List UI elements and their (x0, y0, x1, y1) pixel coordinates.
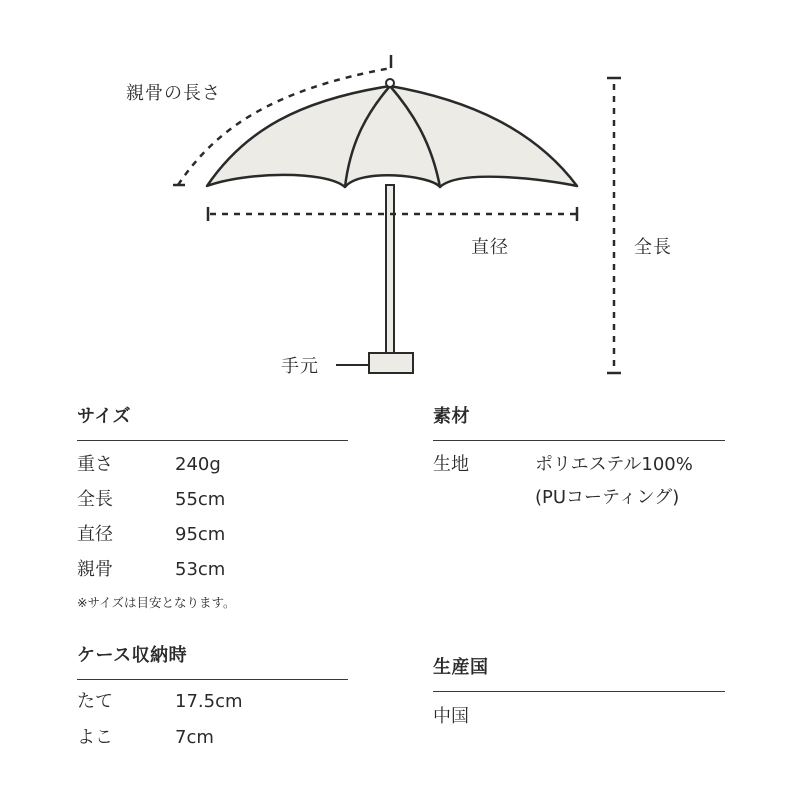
origin-divider (433, 691, 725, 692)
size-title: サイズ (77, 406, 132, 427)
material-row-fabric (433, 453, 725, 486)
spec-row-total-length (77, 488, 348, 523)
spec-label: 直径 (77, 524, 113, 545)
material-title: 素材 (433, 406, 470, 427)
size-section (77, 405, 348, 593)
origin-value: 中国 (433, 706, 469, 727)
umbrella-top-knob (386, 79, 394, 87)
spec-value: 7cm (175, 727, 214, 748)
spec-label: 全長 (77, 489, 113, 510)
case-row-height (77, 690, 348, 726)
spec-label: 生地 (433, 454, 469, 475)
case-divider (77, 679, 348, 680)
spec-label-empty (433, 486, 535, 519)
spec-row-weight (77, 453, 348, 488)
spec-label: 重さ (77, 454, 113, 475)
grip-label: 手元 (281, 356, 319, 377)
material-section (433, 405, 725, 519)
spec-row-rib (77, 558, 348, 593)
case-title: ケース収納時 (77, 645, 188, 666)
spec-value: (PUコーティング) (535, 487, 680, 508)
origin-title: 生産国 (433, 657, 489, 678)
spec-value: 17.5cm (175, 691, 243, 712)
spec-label: 親骨 (77, 559, 113, 580)
material-row-coating (433, 486, 725, 519)
case-section (77, 644, 348, 762)
case-row-width (77, 726, 348, 762)
spec-label: たて (77, 691, 113, 712)
origin-section (433, 656, 725, 729)
total-length-label: 全長 (634, 237, 672, 258)
spec-value: 240g (175, 454, 221, 475)
umbrella-shaft (386, 185, 394, 355)
rib-length-label: 親骨の長さ (126, 83, 221, 104)
spec-row-diameter (77, 523, 348, 558)
origin-row (433, 705, 725, 729)
umbrella-handle (369, 353, 413, 373)
material-divider (433, 440, 725, 441)
size-note: ※サイズは目安となります。 (77, 595, 236, 610)
spec-value: 55cm (175, 489, 226, 510)
spec-value: ポリエステル100% (535, 454, 693, 475)
spec-value: 95cm (175, 524, 226, 545)
size-divider (77, 440, 348, 441)
diameter-label: 直径 (471, 237, 509, 258)
spec-label: よこ (77, 727, 113, 748)
spec-value: 53cm (175, 559, 226, 580)
umbrella-canopy (207, 86, 577, 187)
